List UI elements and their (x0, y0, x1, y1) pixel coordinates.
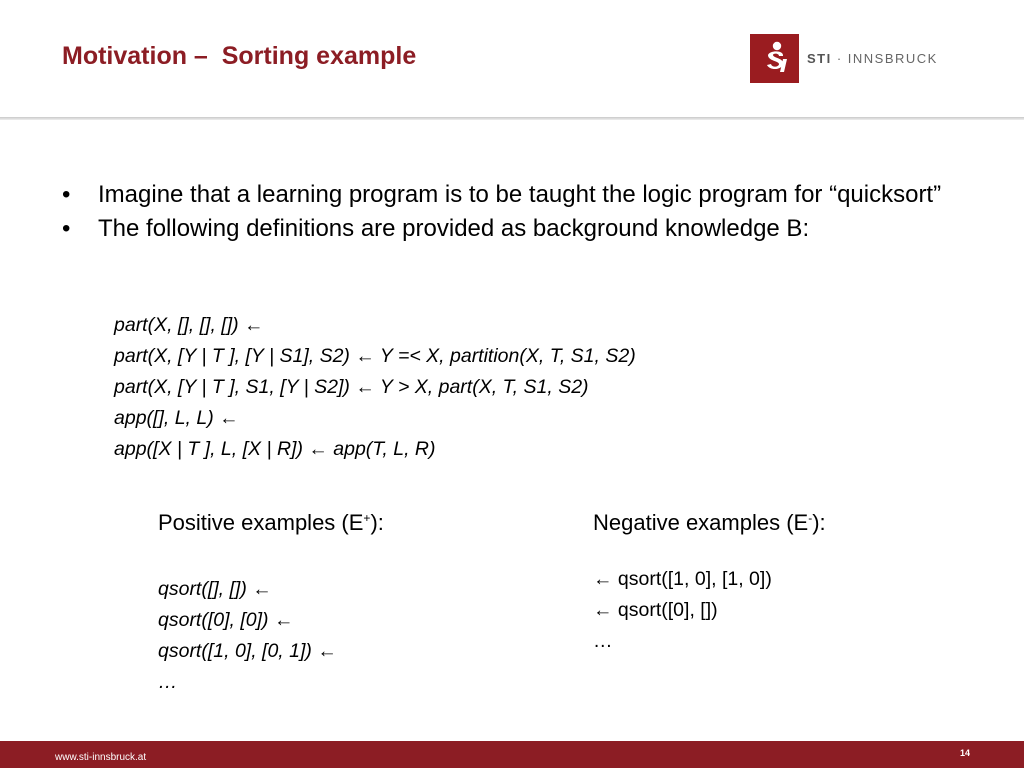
bullet-item (62, 215, 982, 242)
definition-line: app([], L, L) ← (114, 407, 239, 429)
negative-example: ← qsort([0], []) (593, 599, 718, 621)
heading-text: Negative examples (E (593, 510, 809, 535)
positive-examples-heading (158, 503, 384, 538)
positive-example: qsort([], []) ← (158, 578, 272, 600)
bullet-dot-icon: • (62, 215, 71, 242)
footer-website-link[interactable]: www.sti-innsbruck.at (55, 752, 147, 763)
negative-example: ← qsort([1, 0], [1, 0]) (593, 568, 772, 590)
bullet-list (62, 181, 982, 249)
bullet-text: The following definitions are provided as background knowledge B: (98, 215, 810, 242)
heading-superscript: - (808, 511, 813, 525)
bullet-dot-icon: • (62, 181, 71, 208)
positive-examples (158, 503, 384, 698)
bullet-text: Imagine that a learning program is to be taught the logic program for “quicksort” (98, 181, 942, 208)
negative-example: … (593, 630, 613, 652)
heading-text: Positive examples (E (158, 510, 364, 535)
positive-example: qsort([0], [0]) ← (158, 609, 294, 631)
background-knowledge-definitions (114, 310, 636, 465)
negative-examples (593, 503, 826, 657)
definition-line: part(X, [], [], []) ← (114, 314, 264, 336)
page-number: 14 (960, 748, 971, 758)
bullet-item (62, 181, 982, 208)
header-divider (0, 117, 1024, 120)
slide-title: Motivation – Sorting example (62, 42, 417, 70)
sti-logo-mark-icon (750, 34, 799, 83)
heading-text-end: ): (812, 510, 826, 535)
sti-innsbruck-logo (750, 34, 938, 83)
heading-superscript: + (363, 511, 371, 525)
logo-wordmark-rest: · INNSBRUCK (831, 51, 938, 66)
footer-bar (0, 741, 1024, 768)
positive-example: … (158, 671, 178, 693)
definition-line: part(X, [Y | T ], S1, [Y | S2]) ← Y > X, part(X, T, S1, S2) (114, 376, 589, 398)
logo-wordmark-bold: STI (807, 51, 832, 66)
definition-line: app([X | T ], L, [X | R]) ← app(T, L, R) (114, 438, 436, 460)
heading-text-end: ): (370, 510, 384, 535)
negative-examples-heading (593, 503, 826, 538)
positive-example: qsort([1, 0], [0, 1]) ← (158, 640, 337, 662)
logo-wordmark (807, 51, 938, 66)
definition-line: part(X, [Y | T ], [Y | S1], S2) ← Y =< X, partition(X, T, S1, S2) (114, 345, 636, 367)
